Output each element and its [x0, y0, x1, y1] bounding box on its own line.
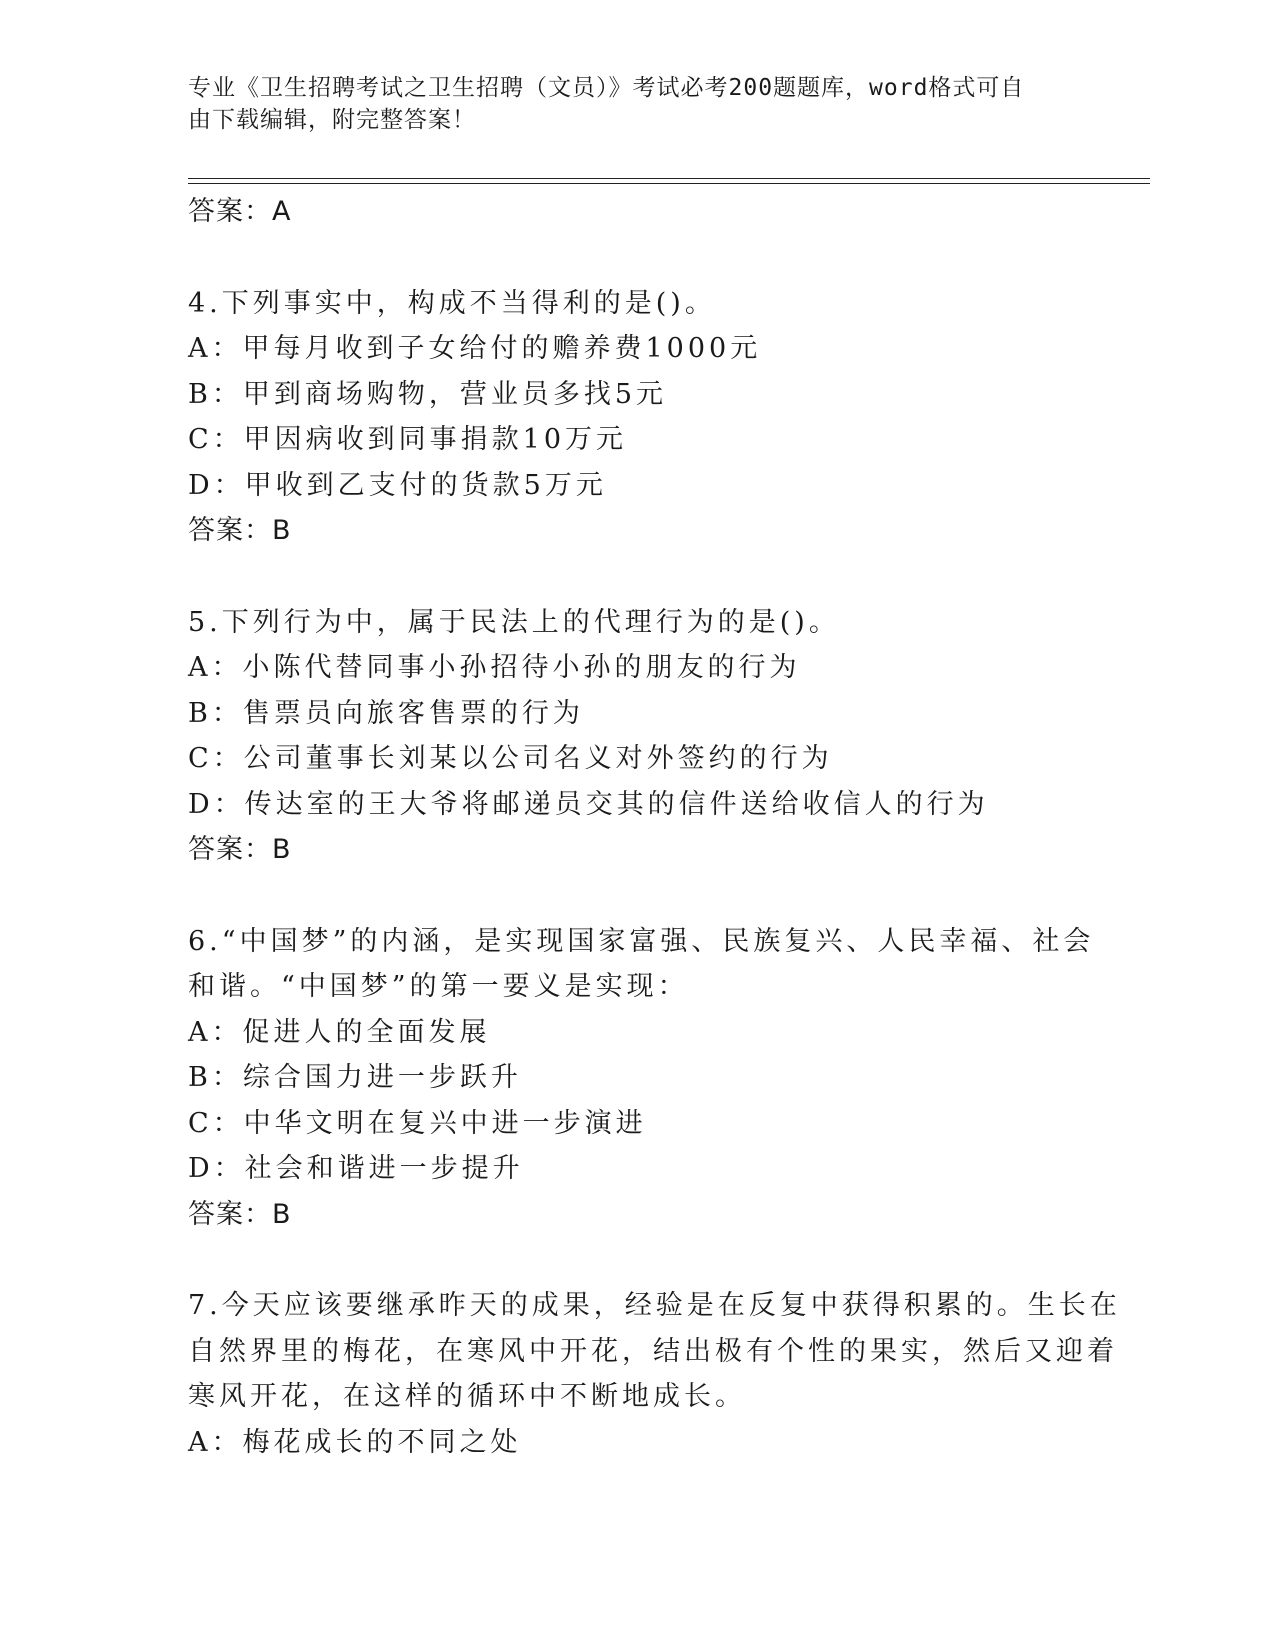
option-d: D：传达室的王大爷将邮递员交其的信件送给收信人的行为	[188, 788, 989, 820]
option-d: D：社会和谐进一步提升	[188, 1153, 524, 1184]
question-4	[188, 281, 1088, 554]
spacer	[188, 1237, 1088, 1283]
option-c: C：中华文明在复兴中进一步演进	[188, 1107, 647, 1139]
option-b: B：综合国力进一步跃升	[188, 1062, 522, 1093]
option-a: A：梅花成长的不同之处	[188, 1426, 522, 1458]
spacer	[188, 873, 1088, 919]
answer-line: 答案：A	[188, 196, 292, 227]
option-a: A：促进人的全面发展	[188, 1016, 491, 1048]
document-body	[188, 189, 1121, 1465]
question-stem-continued: 自然界里的梅花，在寒风中开花，结出极有个性的果实，然后又迎着	[188, 1335, 1118, 1367]
question-stem: 5.下列行为中，属于民法上的代理行为的是()。	[188, 606, 840, 638]
option-c: C：公司董事长刘某以公司名义对外签约的行为	[188, 743, 833, 774]
document-header	[188, 72, 1068, 136]
option-a: A：甲每月收到子女给付的赡养费1000元	[188, 333, 762, 364]
option-a: A：小陈代替同事小孙招待小孙的朋友的行为	[188, 652, 801, 683]
answer-line: 答案：B	[188, 834, 292, 865]
question-stem-continued: 和谐。“中国梦”的第一要义是实现：	[188, 971, 689, 1002]
header-rule-bottom	[188, 183, 1150, 184]
question-6	[188, 919, 1095, 1238]
question-stem: 4.下列事实中，构成不当得利的是()。	[188, 287, 716, 319]
header-line-2: 由下载编辑，附完整答案！	[188, 107, 476, 133]
option-b: B：售票员向旅客售票的行为	[188, 697, 584, 729]
header-rule-top	[188, 178, 1150, 179]
spacer	[188, 235, 1088, 281]
spacer	[188, 554, 1088, 600]
question-7	[188, 1283, 1121, 1465]
question-stem: 7.今天应该要继承昨天的成果，经验是在反复中获得积累的。生长在	[188, 1290, 1121, 1321]
answer-line: 答案：B	[188, 1198, 292, 1230]
option-b: B：甲到商场购物，营业员多找5元	[188, 378, 668, 410]
answer-line: 答案：B	[188, 515, 292, 546]
option-d: D：甲收到乙支付的货款5万元	[188, 469, 607, 501]
question-5	[188, 600, 1088, 873]
header-line-1: 专业《卫生招聘考试之卫生招聘（文员）》考试必考200题题库，word格式可自	[188, 75, 1025, 101]
question-stem: 6.“中国梦”的内涵，是实现国家富强、民族复兴、人民幸福、社会	[188, 925, 1095, 957]
option-c: C：甲因病收到同事捐款10万元	[188, 424, 628, 455]
question-stem-continued: 寒风开花，在这样的循环中不断地成长。	[188, 1381, 746, 1412]
